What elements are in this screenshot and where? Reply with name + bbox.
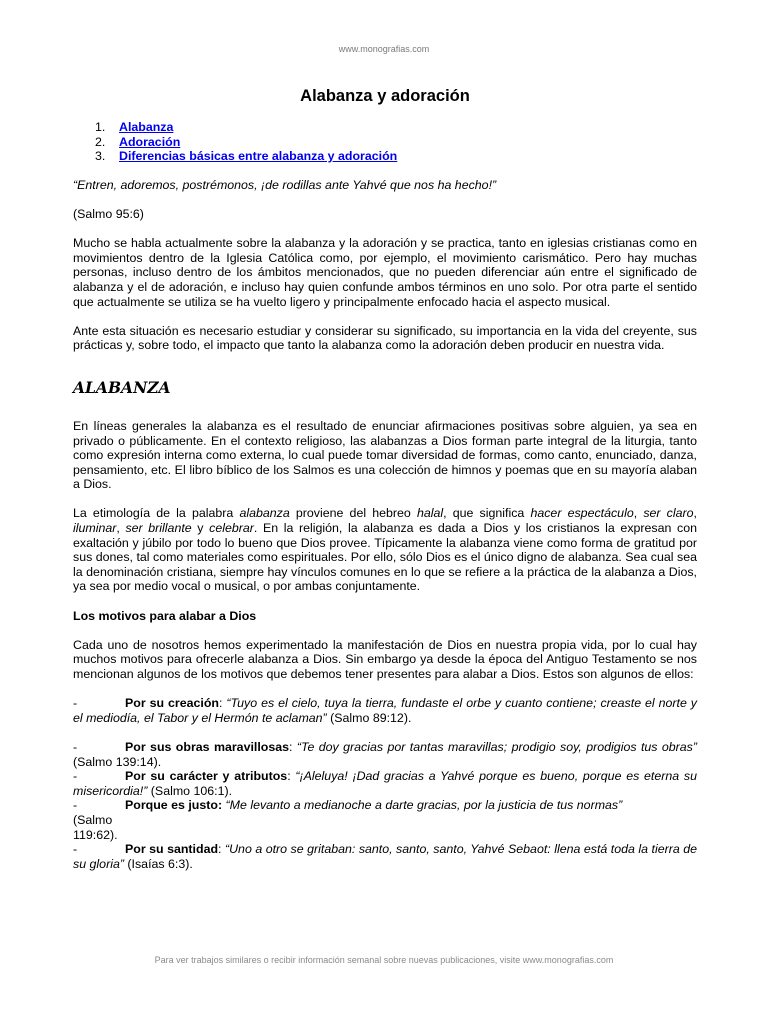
toc-item: 3. Diferencias básicas entre alabanza y adoración	[95, 149, 398, 164]
toc-link-alabanza[interactable]: Alabanza	[119, 120, 174, 134]
alabanza-paragraph: En líneas generales la alabanza es el resultado de enunciar afirmaciones positivas sobre alguien, ya sea en privado o públicamente. En el contexto religioso, las alabanzas a Dios forman parte integral de la liturgia, tanto como expresión interna como externa, lo cual puede tomar diversidad de formas, como canto, enunciado, danza, pensamiento, etc. El libro bíblico de los Salmos es una colección de himnos y poemas que en su mayoría alaban a Dios.	[73, 418, 697, 492]
toc-item: 1. Alabanza	[95, 120, 174, 134]
header-url: www.monografias.com	[338, 44, 430, 54]
etymology-paragraph: La etimología de la palabra alabanza proviene del hebreo halal, que significa hacer espectáculo, ser claro, iluminar, ser brillante y celebrar. En la religión, la alabanza es dada a Dios y los cristianos la expresan con exaltación y júbilo por todo lo bueno que Dios provee. Típicamente la alabanza viene como forma de gratitud por sus dones, tal como materiales como espirituales. Por ello, sólo Dios es el único digno de alabanza. Sea cual sea la denominación cristiana, siempre hay vínculos comunes en lo que se refiere a la práctica de la alabanza a Dios, ya sea por medio vocal o musical, o por ambas conjuntamente.	[73, 506, 697, 594]
toc-link-adoracion[interactable]: Adoración	[119, 134, 181, 149]
section-heading-alabanza: ALABANZA	[73, 377, 171, 397]
subheading-motivos: Los motivos para alabar a Dios	[73, 608, 257, 623]
intro-paragraph: Mucho se habla actualmente sobre la alabanza y la adoración y se practica, tanto en iglesias cristianas como en movimientos dentro de la Iglesia Católica como, por ejemplo, el movimiento carismático. Pero hay muchas personas, incluso dentro de los ámbitos mencionados, que no pueden diferenciar aún entre el significado de alabanza y el de adoración, e incluso hay quien confunde ambos términos en uno solo. Por otra parte el sentido que actualmente se utiliza se ha vuelto ligero y principalmente enfocado hacia el aspecto musical.	[73, 236, 697, 309]
table-of-contents	[73, 120, 697, 164]
motivo-item: - Por su santidad: “Uno a otro se gritaban: santo, santo, santo, Yahvé Sebaot: llena está toda la tierra de su gloria” (Isaías 6:3).	[73, 842, 697, 871]
motivo-item: - Porque es justo: “Me levanto a medianoche a darte gracias, por la justicia de tus normas” (Salmo 119:62).	[73, 798, 623, 842]
intro-paragraph: Ante esta situación es necesario estudiar y considerar su significado, su importancia en la vida del creyente, sus prácticas y, sobre todo, el impacto que tanto la alabanza como la adoración deben producir en nuestra vida.	[73, 323, 697, 353]
motivo-item: - Por su creación: “Tuyo es el cielo, tuya la tierra, fundaste el orbe y cuanto contiene; creaste el norte y el mediodía, el Tabor y el Hermón te aclaman” (Salmo 89:12).	[73, 696, 698, 725]
document-content	[73, 86, 697, 871]
footer-text: Para ver trabajos similares o recibir información semanal sobre nuevas publicaciones, visite www.monografias.com	[154, 955, 614, 965]
toc-link-diferencias[interactable]: Diferencias básicas entre alabanza y adoración	[119, 149, 398, 164]
document-title: Alabanza y adoración	[300, 87, 470, 105]
motivo-item: - Por su carácter y atributos: “¡Aleluya! ¡Dad gracias a Yahvé porque es bueno, porque es eterna su misericordia!” (Salmo 106:1).	[73, 769, 697, 798]
toc-item: 2. Adoración	[95, 134, 181, 149]
epigraph-quote: “Entren, adoremos, postrémonos, ¡de rodillas ante Yahvé que nos ha hecho!”	[73, 177, 497, 192]
epigraph-ref: (Salmo 95:6)	[73, 206, 144, 221]
motivos-paragraph: Cada uno de nosotros hemos experimentado la manifestación de Dios en nuestra propia vida, por lo cual hay muchos motivos para ofrecerle alabanza a Dios. Sin embargo ya desde la época del Antiguo Testamento se nos mencionan algunos de los motivos que debemos tener presentes para alabar a Dios. Estos son algunos de ellos:	[73, 637, 697, 681]
motivo-item: - Por sus obras maravillosas: “Te doy gracias por tantas maravillas; prodigio soy, prodigios tus obras” (Salmo 139:14).	[73, 739, 697, 769]
